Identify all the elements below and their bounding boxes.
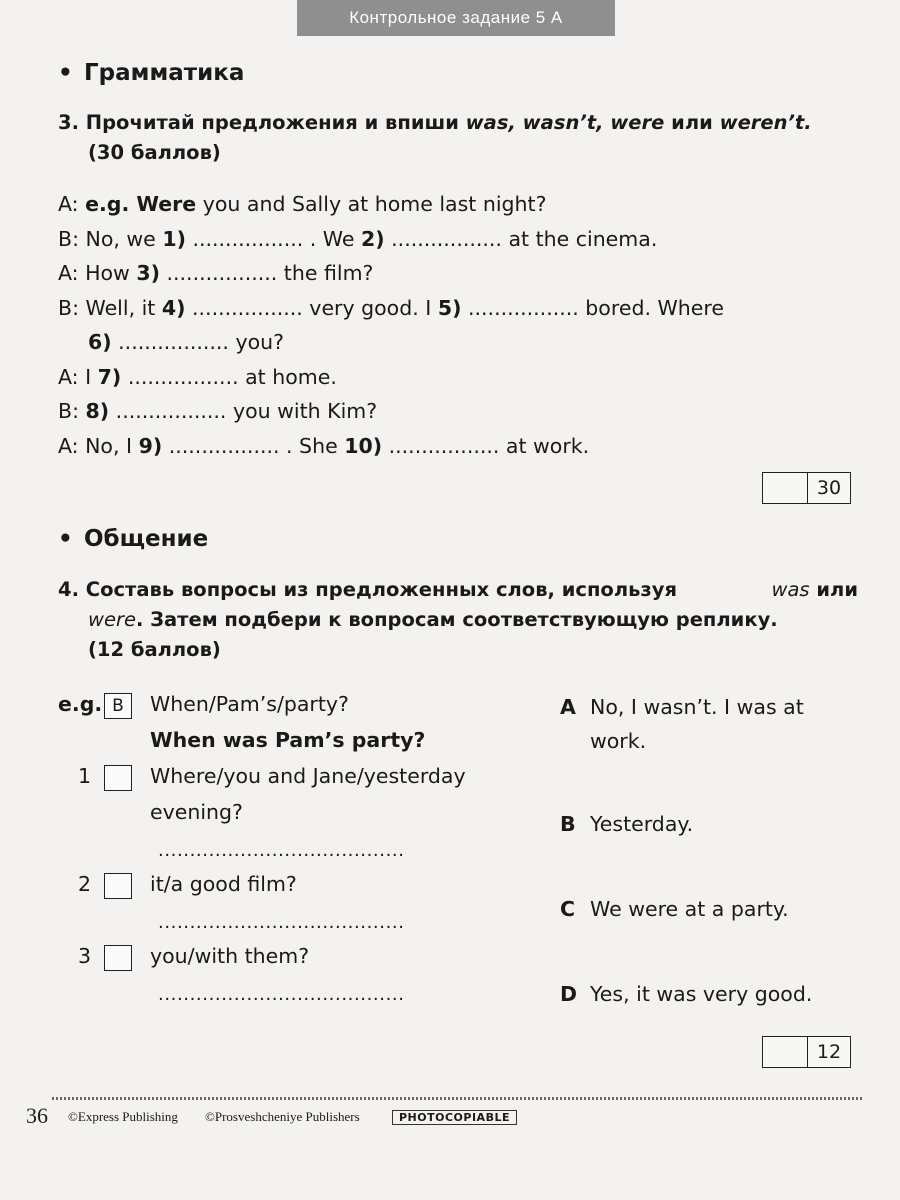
photocopiable-stamp: PHOTOCOPIABLE xyxy=(392,1110,517,1125)
dialogue-line xyxy=(58,192,724,227)
gap-number: 1) xyxy=(162,226,186,251)
reply-text: Yes, it was very good. xyxy=(590,982,813,1006)
gap-field[interactable]: ................. . She xyxy=(162,433,345,458)
grammar-section-title xyxy=(58,60,244,86)
speaker: B: xyxy=(58,399,79,423)
keyword: were xyxy=(610,111,665,134)
gap-number: 3) xyxy=(136,261,160,285)
header-title: Контрольное задание 5 А xyxy=(297,0,615,36)
grammar-section-label: Грамматика xyxy=(84,60,245,86)
instruction-keywords xyxy=(772,575,858,605)
score-input[interactable] xyxy=(763,473,808,503)
gap-field[interactable]: ................. you with Kim? xyxy=(109,399,378,423)
item-number: 3 xyxy=(78,944,92,968)
keyword: was xyxy=(771,578,810,601)
instruction-text: или xyxy=(664,111,720,134)
speaker: A: xyxy=(58,433,79,458)
example-answer: e.g. Were xyxy=(85,192,197,216)
task-points: (30 баллов) xyxy=(88,141,221,164)
score-box-grammar xyxy=(762,472,851,504)
dialogue-line xyxy=(58,365,724,400)
task-4-instruction xyxy=(58,575,858,665)
instruction-text: или xyxy=(809,578,858,601)
speaker: A: xyxy=(58,192,79,216)
dialogue-text: No, I xyxy=(78,433,139,458)
item-prompt: Where/you and Jane/yesterday xyxy=(150,764,466,788)
dialogue-line xyxy=(58,434,724,469)
gap-field[interactable]: ................. at the cinema. xyxy=(384,226,658,251)
gap-field[interactable]: ................. . We xyxy=(185,226,361,251)
dialogue xyxy=(58,192,724,468)
answer-line[interactable]: ....................................... xyxy=(158,984,405,1005)
speaker: B: xyxy=(58,295,79,320)
score-max: 30 xyxy=(816,477,842,499)
gap-number: 9) xyxy=(138,433,163,458)
gap-number: 7) xyxy=(97,364,122,389)
task-number: 3. xyxy=(58,111,79,134)
reply-text: No, I wasn’t. I was at xyxy=(590,695,804,719)
score-box-communication xyxy=(762,1036,851,1068)
instruction-line xyxy=(58,605,858,635)
answer-checkbox[interactable] xyxy=(104,873,132,899)
reply-text: work. xyxy=(590,729,647,753)
gap-field[interactable]: ................. the film? xyxy=(159,261,374,285)
gap-number: 6) xyxy=(88,330,112,354)
keyword: wasn’t, xyxy=(522,111,604,134)
example-answer-letter: B xyxy=(112,696,124,716)
dialogue-line xyxy=(58,330,724,365)
instruction-text: Составь вопросы из предложенных слов, используя xyxy=(85,578,677,601)
instruction-text: Прочитай предложения и впиши xyxy=(85,111,466,134)
answer-checkbox[interactable] xyxy=(104,765,132,791)
dialogue-line xyxy=(58,296,724,331)
speaker: A: xyxy=(58,364,79,389)
item-number: 1 xyxy=(78,764,92,788)
example-label: e.g. xyxy=(58,692,103,716)
score-input[interactable] xyxy=(763,1037,808,1067)
instruction-line xyxy=(58,575,858,605)
gap-number: 5) xyxy=(437,295,462,320)
gap-field[interactable]: ................. very good. I xyxy=(185,295,438,320)
speaker: A: xyxy=(58,261,79,285)
gap-number: 2) xyxy=(361,226,385,251)
dialogue-text: I xyxy=(78,364,98,389)
gap-number: 8) xyxy=(85,399,110,423)
keyword: weren’t. xyxy=(719,111,812,134)
reply-letter: A xyxy=(560,695,576,719)
reply-text: We were at a party. xyxy=(590,897,789,921)
keyword: were xyxy=(88,608,136,631)
gap-field[interactable]: ................. bored. Where xyxy=(461,295,724,320)
footer-divider xyxy=(52,1097,862,1100)
item-number: 2 xyxy=(78,872,92,896)
communication-section-label: Общение xyxy=(84,526,209,552)
keyword: was, xyxy=(465,111,516,134)
reply-letter: D xyxy=(560,982,578,1006)
gap-field[interactable]: ................. you? xyxy=(111,330,284,354)
dialogue-text: you and Sally at home last night? xyxy=(196,192,547,216)
gap-field[interactable]: ................. at work. xyxy=(382,433,590,458)
instruction-text: . Затем подбери к вопросам соответствующую реплику. xyxy=(135,608,778,631)
item-prompt: evening? xyxy=(150,800,243,824)
dialogue-line xyxy=(58,399,724,434)
gap-number: 10) xyxy=(344,433,383,458)
gap-number: 4) xyxy=(161,295,186,320)
answer-checkbox[interactable] xyxy=(104,945,132,971)
dialogue-text: Well, it xyxy=(78,295,162,320)
publisher-credit: ©Express Publishing xyxy=(68,1109,178,1124)
item-prompt: you/with them? xyxy=(150,944,310,968)
answer-line[interactable]: ....................................... xyxy=(158,840,405,861)
reply-text: Yesterday. xyxy=(590,812,694,836)
answer-line[interactable]: ....................................... xyxy=(158,912,405,933)
example-question: When was Pam’s party? xyxy=(150,728,426,752)
dialogue-line xyxy=(58,261,724,296)
task-number: 4. xyxy=(58,578,79,601)
reply-letter: C xyxy=(560,897,576,921)
task-points: (12 баллов) xyxy=(88,638,221,661)
bullet-icon: • xyxy=(58,60,73,86)
communication-section-title xyxy=(58,526,208,552)
dialogue-line xyxy=(58,227,724,262)
dialogue-text: No, we xyxy=(78,226,163,251)
dialogue-text: How xyxy=(78,261,137,285)
task-3-instruction xyxy=(58,108,868,168)
speaker: B: xyxy=(58,226,79,251)
item-prompt: it/a good film? xyxy=(150,872,297,896)
bullet-icon: • xyxy=(58,526,73,552)
publisher-credit: ©Prosveshcheniye Publishers xyxy=(205,1109,360,1124)
score-max: 12 xyxy=(816,1041,842,1063)
reply-letter: B xyxy=(560,812,576,836)
page-number: 36 xyxy=(26,1103,48,1128)
example-prompt: When/Pam’s/party? xyxy=(150,692,349,716)
gap-field[interactable]: ................. at home. xyxy=(121,364,337,389)
example-answer-box xyxy=(104,693,132,719)
instruction-text xyxy=(58,575,677,605)
